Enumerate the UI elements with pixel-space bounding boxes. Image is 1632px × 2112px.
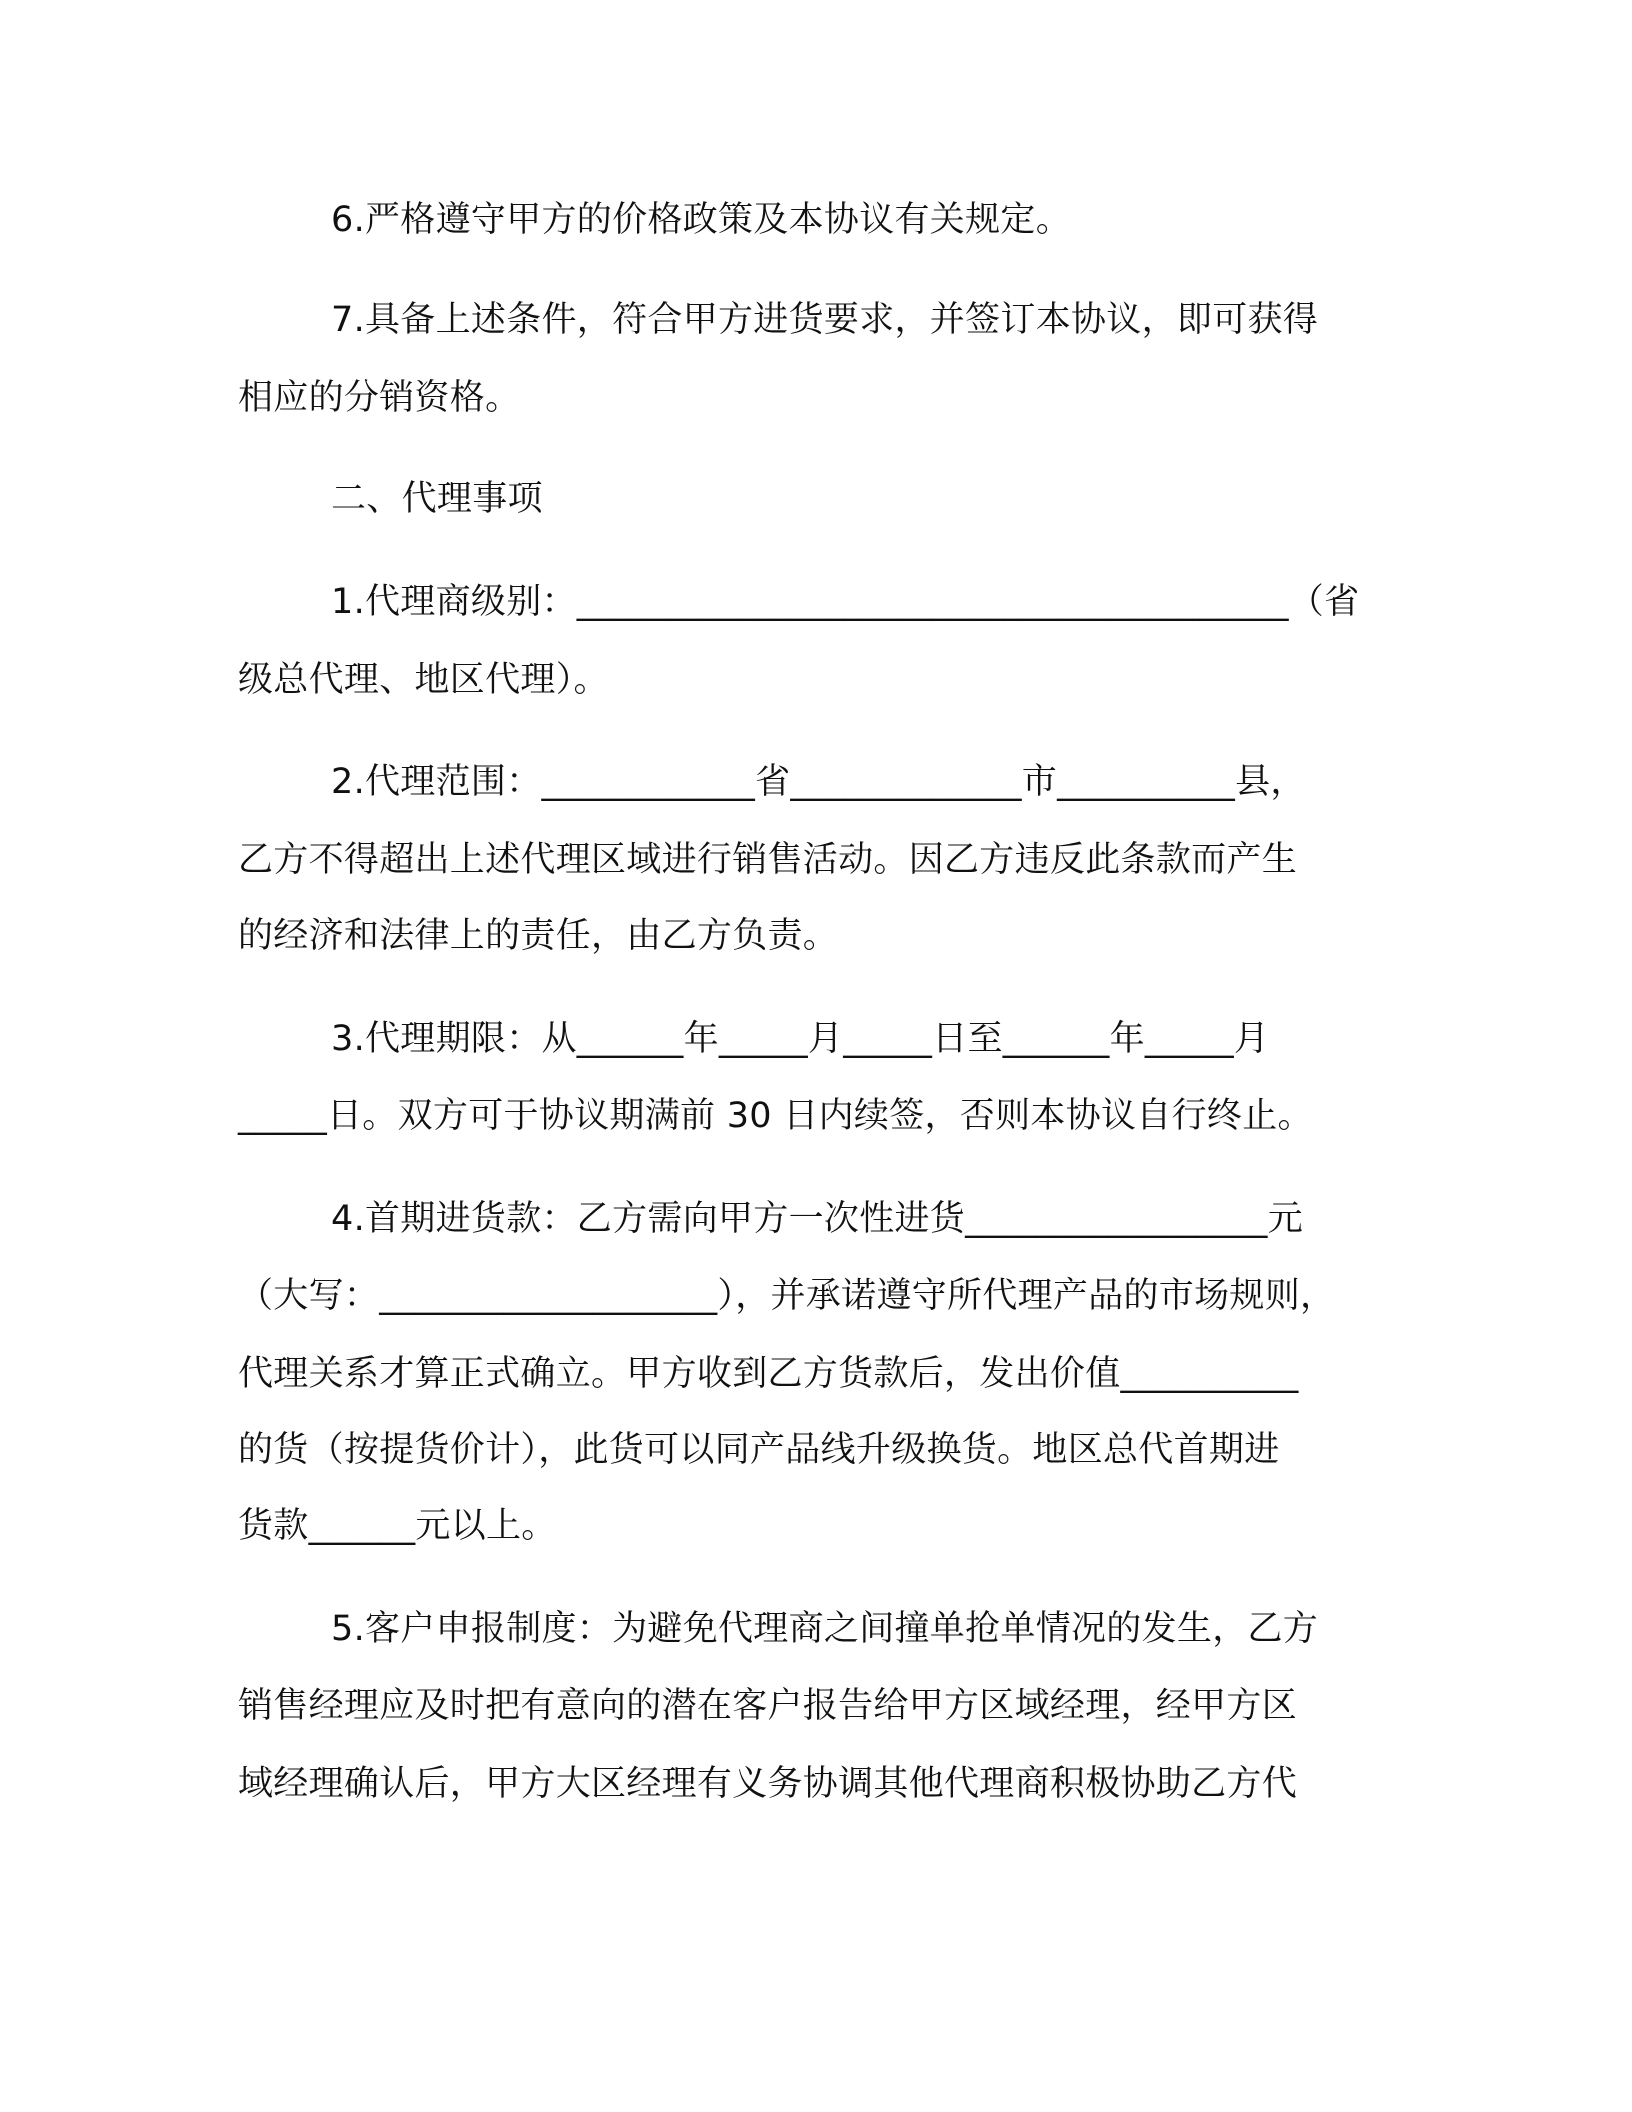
clause-7-line-2: 相应的分销资格。 <box>238 378 521 418</box>
item-2-line-1: 2.代理范围：____________省_____________市__________县， <box>331 762 1306 802</box>
item-5-line-2: 销售经理应及时把有意向的潜在客户报告给甲方区域经理，经甲方区 <box>238 1686 1298 1726</box>
item-3-line-2: _____日。双方可于协议期满前 30 日内续签，否则本协议自行终止。 <box>238 1096 1313 1136</box>
item-1-line-2: 级总代理、地区代理）。 <box>238 660 609 700</box>
item-4-line-5: 货款______元以上。 <box>238 1506 557 1546</box>
item-5-line-1: 5.客户申报制度：为避免代理商之间撞单抢单情况的发生，乙方 <box>331 1609 1319 1649</box>
item-5-line-3: 域经理确认后，甲方大区经理有义务协调其他代理商积极协助乙方代 <box>238 1764 1298 1804</box>
item-2-line-3: 的经济和法律上的责任，由乙方负责。 <box>238 916 839 956</box>
clause-7-line-1: 7.具备上述条件，符合甲方进货要求，并签订本协议，即可获得 <box>331 300 1319 340</box>
item-4-line-3: 代理关系才算正式确立。甲方收到乙方货款后，发出价值__________ <box>238 1354 1299 1394</box>
item-3-line-1: 3.代理期限：从______年_____月_____日至______年_____月 <box>331 1019 1270 1059</box>
section-heading: 二、代理事项 <box>331 479 543 519</box>
item-4-line-4: 的货（按提货价计），此货可以同产品线升级换货。地区总代首期进 <box>238 1430 1280 1470</box>
item-4-line-1: 4.首期进货款：乙方需向甲方一次性进货_________________元 <box>331 1199 1303 1239</box>
item-2-line-2: 乙方不得超出上述代理区域进行销售活动。因乙方违反此条款而产生 <box>238 840 1298 880</box>
item-4-line-2: （大写：___________________），并承诺遵守所代理产品的市场规则， <box>238 1276 1336 1316</box>
clause-6-line-1: 6.严格遵守甲方的价格政策及本协议有关规定。 <box>331 200 1071 240</box>
item-1-line-1: 1.代理商级别：________________________________________（省 <box>331 582 1360 622</box>
